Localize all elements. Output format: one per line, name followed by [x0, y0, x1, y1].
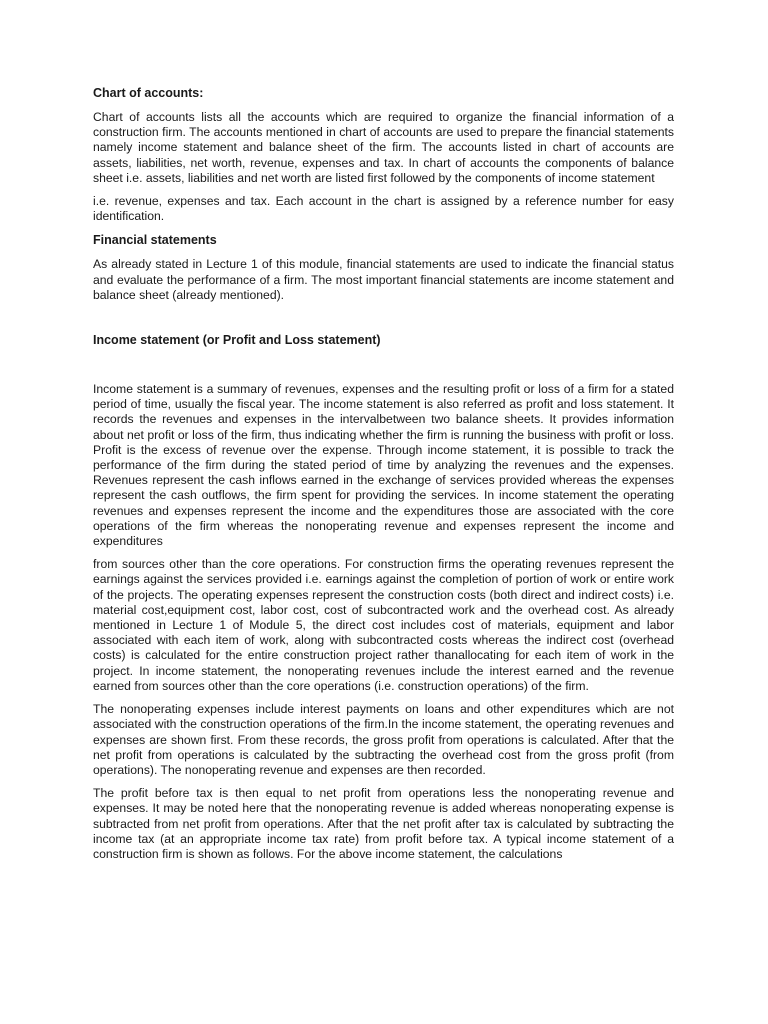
chart-of-accounts-paragraph-2: i.e. revenue, expenses and tax. Each account in the chart is assigned by a reference number for easy identification.: [93, 194, 674, 224]
income-statement-paragraph-2: from sources other than the core operations. For construction firms the operating revenues represent the earnings against the services provided i.e. earnings against the completion of portion of work or entire work of the projects. The operating expenses represent the construction costs (both direct and indirect costs) i.e. material cost,equipment cost, labor cost, cost of subcontracted work and the overhead cost. As already mentioned in Lecture 1 of Module 5, the direct cost includes cost of materials, equipment and labor associated with each item of work, along with subcontracted costs whereas the indirect cost (overhead costs) is calculated for the entire construction project rather thanallocating for each item of work in the project. In income statement, the nonoperating revenues include the interest earned and the revenue earned from sources other than the core operations (i.e. construction operations) of the firm.: [93, 557, 674, 693]
financial-statements-paragraph-1: As already stated in Lecture 1 of this module, financial statements are used to indicate the financial status and evaluate the performance of a firm. The most important financial statements are income statement and balance sheet (already mentioned).: [93, 257, 674, 302]
income-statement-paragraph-1: Income statement is a summary of revenues, expenses and the resulting profit or loss of a firm for a stated period of time, usually the fiscal year. The income statement is also referred as profit and loss statement. It records the revenues and expenses in the intervalbetween two balance sheets. It provides information about net profit or loss of the firm, thus indicating whether the firm is running the business with profit or loss. Profit is the excess of revenue over the expense. Through income statement, it is possible to track the performance of the firm during the stated period of time by analyzing the revenues and the expenses. Revenues represent the cash inflows earned in the exchange of services provided whereas the expenses represent the cash outflows, the firm spent for providing the services. In income statement the operating revenues and expenses represent the income and the expenditures those are associated with the core operations of the firm whereas the nonoperating revenue and expenses represent the income and expenditures: [93, 382, 674, 549]
income-statement-paragraph-4: The profit before tax is then equal to net profit from operations less the nonoperating revenue and expenses. It may be noted here that the nonoperating revenue is added whereas nonoperating expense is subtracted from net profit from operations. After that the net profit after tax is calculated by subtracting the income tax (at an appropriate income tax rate) from profit before tax. A typical income statement of a construction firm is shown as follows. For the above income statement, the calculations: [93, 786, 674, 861]
income-statement-heading: Income statement (or Profit and Loss statement): [93, 333, 381, 348]
chart-of-accounts-paragraph-1: Chart of accounts lists all the accounts which are required to organize the financial information of a construction firm. The accounts mentioned in chart of accounts are used to prepare the financial statements namely income statement and balance sheet of the firm. The accounts listed in chart of accounts are assets, liabilities, net worth, revenue, expenses and tax. In chart of accounts the components of balance sheet i.e. assets, liabilities and net worth are listed first followed by the components of income statement: [93, 110, 674, 185]
financial-statements-heading: Financial statements: [93, 233, 217, 248]
chart-of-accounts-heading: Chart of accounts:: [93, 86, 204, 100]
income-statement-paragraph-3: The nonoperating expenses include interest payments on loans and other expenditures which are not associated with the construction operations of the firm.In the income statement, the operating revenues and expenses are shown first. From these records, the gross profit from operations is calculated. After that the net profit from operations is calculated by the subtracting the overhead cost from the gross profit (from operations). The nonoperating revenue and expenses are then recorded.: [93, 702, 674, 777]
document-page: [93, 86, 674, 862]
